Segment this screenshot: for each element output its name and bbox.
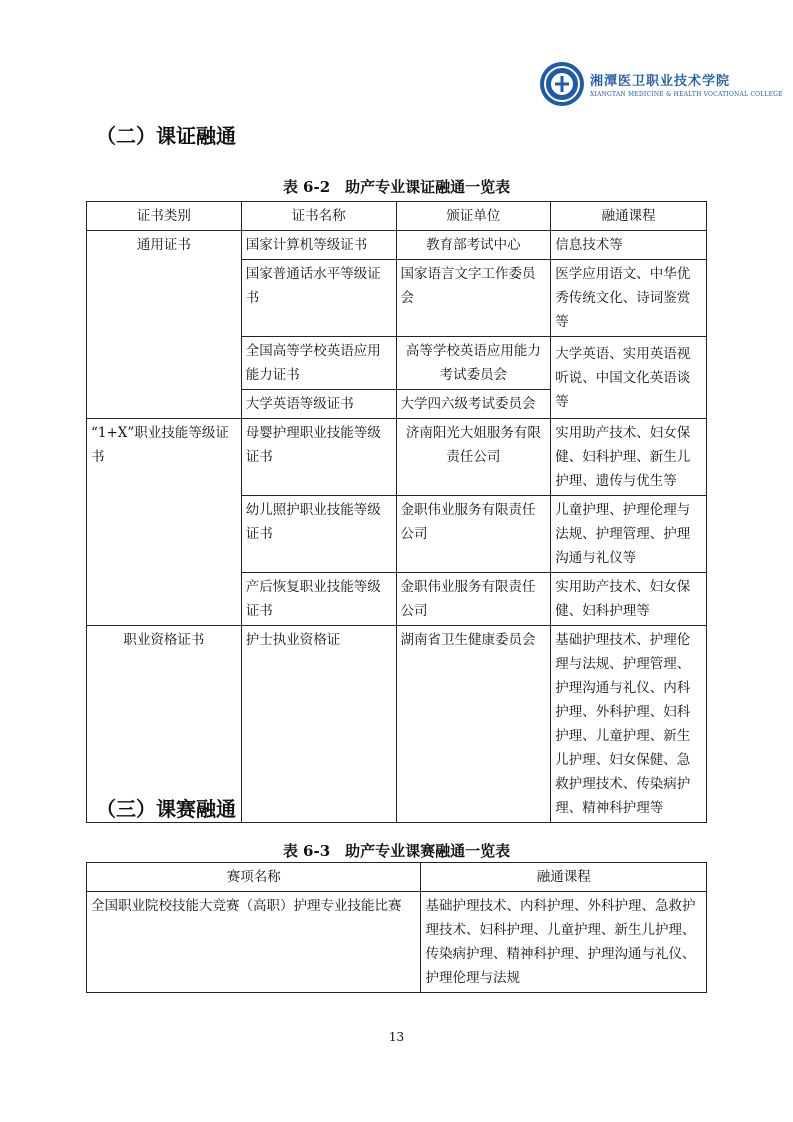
column-header: 颁证单位 bbox=[396, 202, 551, 231]
logo-name-en: XIANGTAN MEDICINE & HEALTH VOCATIONAL COLLEGE bbox=[590, 91, 783, 98]
column-header: 证书类别 bbox=[87, 202, 242, 231]
certificate-name: 护士执业资格证 bbox=[241, 626, 396, 823]
issuing-body: 国家语言文字工作委员会 bbox=[396, 260, 551, 337]
course-certificate-table bbox=[86, 201, 707, 823]
related-courses: 实用助产技术、妇女保健、妇科护理等 bbox=[551, 573, 707, 626]
logo-name-cn: 湘潭医卫职业技术学院 bbox=[590, 74, 731, 89]
certificate-name: 幼儿照护职业技能等级证书 bbox=[241, 496, 396, 573]
certificate-name: 母婴护理职业技能等级证书 bbox=[241, 419, 396, 496]
table-row bbox=[87, 892, 707, 993]
section-heading-course-certificate: （二）课证融通 bbox=[96, 124, 236, 148]
certificate-category: “1+X”职业技能等级证书 bbox=[87, 419, 242, 626]
college-emblem-icon bbox=[540, 62, 584, 106]
competition-event: 全国职业院校技能大竞赛（高职）护理专业技能比赛 bbox=[87, 892, 421, 993]
issuing-body: 大学四六级考试委员会 bbox=[396, 390, 551, 419]
course-competition-table bbox=[86, 862, 707, 993]
table-caption-6-3: 表 6-3 助产专业课赛融通一览表 bbox=[282, 842, 511, 860]
related-courses: 基础护理技术、护理伦理与法规、护理管理、护理沟通与礼仪、内科护理、外科护理、妇科护理、儿童护理、新生儿护理、妇女保健、急救护理技术、传染病护理、精神科护理等 bbox=[551, 626, 707, 823]
column-header: 证书名称 bbox=[241, 202, 396, 231]
table-row bbox=[87, 231, 707, 260]
certificate-name: 产后恢复职业技能等级证书 bbox=[241, 573, 396, 626]
column-header: 融通课程 bbox=[421, 863, 707, 892]
certificate-category: 通用证书 bbox=[87, 231, 242, 419]
issuing-body: 济南阳光大姐服务有限责任公司 bbox=[396, 419, 551, 496]
certificate-category: 职业资格证书 bbox=[87, 626, 242, 823]
certificate-name: 大学英语等级证书 bbox=[241, 390, 396, 419]
table-header-row bbox=[87, 202, 707, 231]
related-courses: 大学英语、实用英语视听说、中国文化英语谈等 bbox=[551, 337, 707, 419]
column-header: 赛项名称 bbox=[87, 863, 421, 892]
related-courses: 信息技术等 bbox=[551, 231, 707, 260]
certificate-name: 全国高等学校英语应用能力证书 bbox=[241, 337, 396, 390]
page-number: 13 bbox=[388, 1030, 405, 1044]
table-row bbox=[87, 419, 707, 496]
related-courses: 实用助产技术、妇女保健、妇科护理、新生儿护理、遗传与优生等 bbox=[551, 419, 707, 496]
section-heading-course-competition: （三）课赛融通 bbox=[96, 797, 236, 821]
issuing-body: 高等学校英语应用能力考试委员会 bbox=[396, 337, 551, 390]
issuing-body: 湖南省卫生健康委员会 bbox=[396, 626, 551, 823]
issuing-body: 金职伟业服务有限责任公司 bbox=[396, 573, 551, 626]
certificate-name: 国家普通话水平等级证书 bbox=[241, 260, 396, 337]
related-courses: 基础护理技术、内科护理、外科护理、急救护理技术、妇科护理、儿童护理、新生儿护理、传染病护理、精神科护理、护理沟通与礼仪、护理伦理与法规 bbox=[421, 892, 707, 993]
related-courses: 医学应用语文、中华优秀传统文化、诗词鉴赏等 bbox=[551, 260, 707, 337]
college-logo bbox=[540, 62, 783, 106]
related-courses: 儿童护理、护理伦理与法规、护理管理、护理沟通与礼仪等 bbox=[551, 496, 707, 573]
issuing-body: 教育部考试中心 bbox=[396, 231, 551, 260]
certificate-name: 国家计算机等级证书 bbox=[241, 231, 396, 260]
table-caption-6-2: 表 6-2 助产专业课证融通一览表 bbox=[282, 178, 511, 196]
column-header: 融通课程 bbox=[551, 202, 707, 231]
issuing-body: 金职伟业服务有限责任公司 bbox=[396, 496, 551, 573]
table-header-row bbox=[87, 863, 707, 892]
